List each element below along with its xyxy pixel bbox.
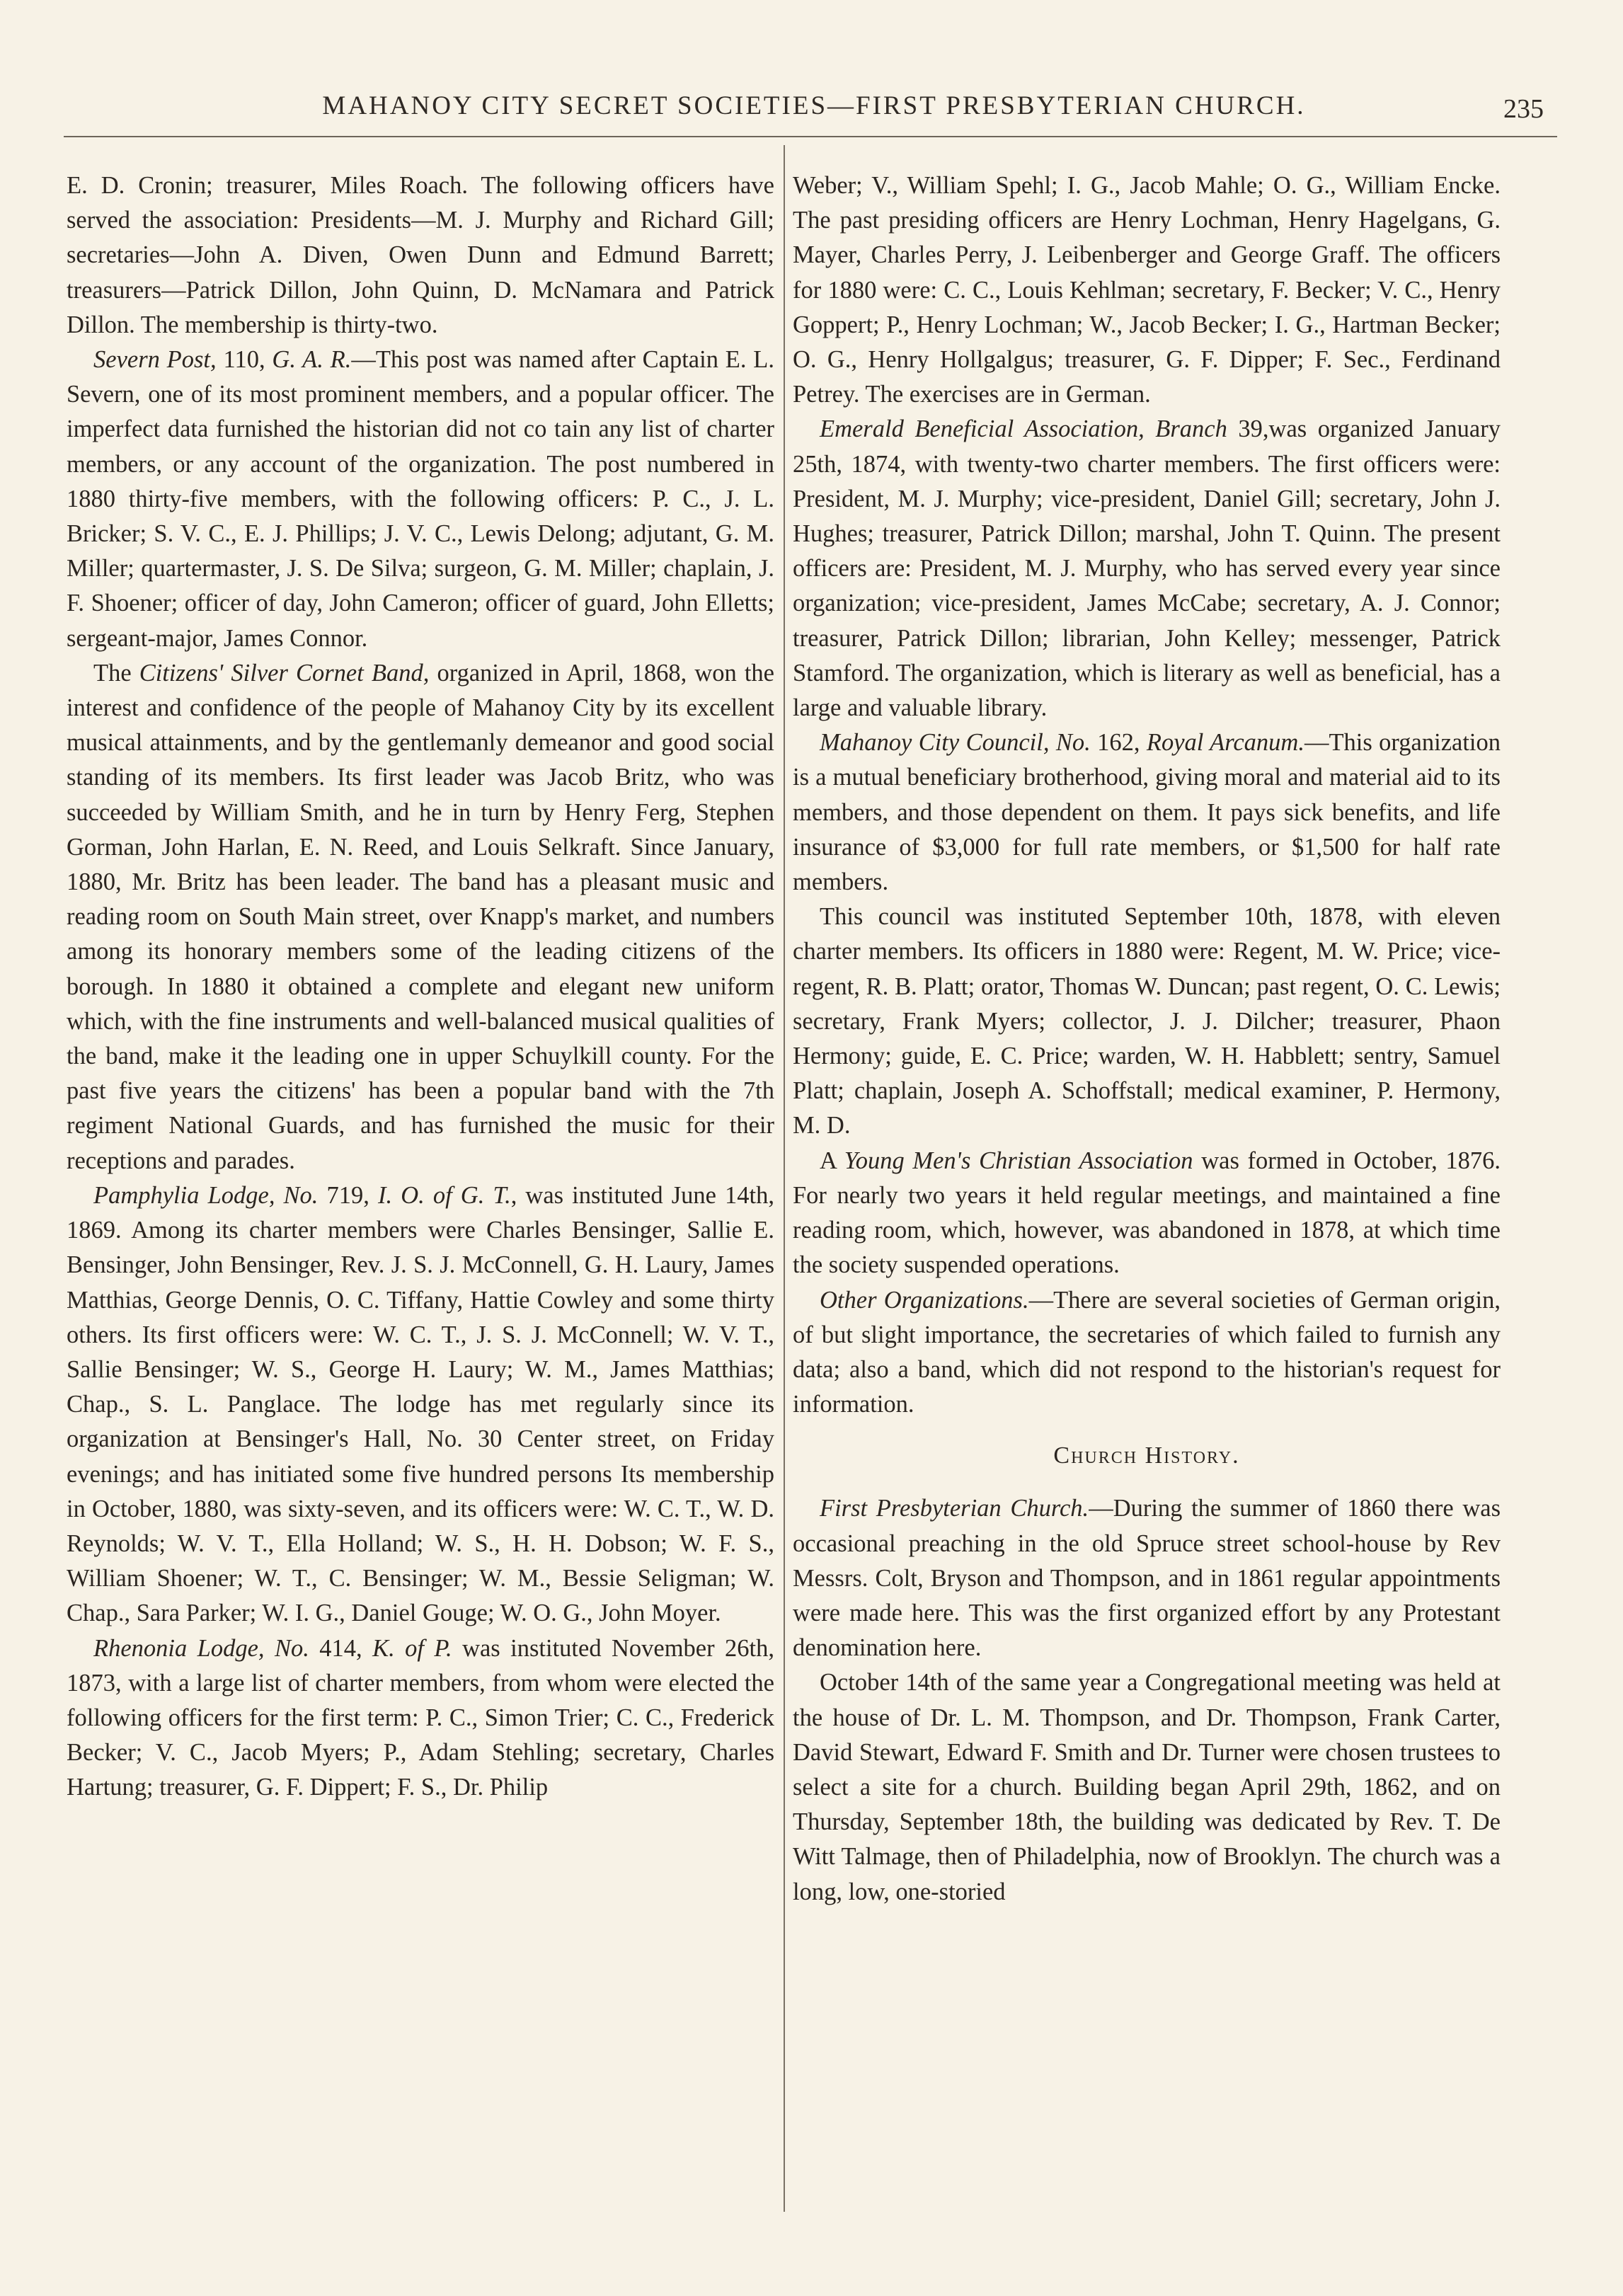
paragraph-royal-arcanum [793,725,1501,900]
entry-body: organized in April, 1868, won the interest and confidence of the people of Mahanoy City by its excellent musical attainments, and by the gentlemanly demeanor and good social standing of its members. Its first leader was Jacob Britz, who was succeeded by William Smith, and he in turn by Henry Ferg, Stephen Gorman, John Harlan, E. N. Reed, and Louis Selkraft. Since January, 1880, Mr. Britz has been leader. The band has a pleasant music and reading room on South Main street, over Knapp's market, and numbers among its honorary members some of the leading citizens of the borough. In 1880 it obtained a complete and elegant new uniform which, with the fine instruments and well-balanced musical qualities of the band, make it the leading one in upper Schuylkill county. For the past five years the citizens' has been a popular band with the 7th regiment National Guards, and has furnished the music for their receptions and parades. [67,659,774,1174]
paragraph-continuation: E. D. Cronin; treasurer, Miles Roach. The following officers have served the association: Presidents—M. J. Murphy and Richard Gill; secretaries—John A. Diven, Owen Dunn and Edmund Barrett; treasurers—Patrick Dillon, John Quinn, D. McNamara and Patrick Dillon. The membership is thirty-two. [67,172,774,338]
entry-title-2: I. O. of G. T. [378,1181,511,1209]
section-heading: Church History. [1053,1442,1240,1469]
entry-title: First Presbyterian Church. [820,1495,1089,1522]
entry-title: Emerald Beneficial Association, Branch [820,415,1227,443]
entry-title: Young Men's Christian Association [844,1147,1193,1174]
paragraph-congregational-meeting: October 14th of the same year a Congregational meeting was held at the house of Dr. L. M. Thompson, and Dr. Thompson, Frank Carter, David Stewart, Edward F. Smith and Dr. Turner were chosen trustees to select a site for a church. Building began April 29th, 1862, and on Thursday, September 18th, the building was dedicated by Rev. T. De Witt Talmage, then of Philadelphia, now of Brooklyn. The church was a long, low, one-storied [793,1669,1501,1905]
paragraph-continuation: Weber; V., William Spehl; I. G., Jacob Mahle; O. G., William Encke. The past presiding officers are Henry Lochman, Henry Hagelgans, G. Mayer, Charles Perry, J. Leibenberger and George Graff. The officers for 1880 were: C. C., Louis Kehlman; secretary, F. Becker; V. C., Henry Goppert; P., Henry Lochman; W., Jacob Becker; I. G., Hartman Becker; O. G., Henry Hollgalgus; treasurer, G. F. Dipper; F. Sec., Ferdinand Petrey. The exercises are in German. [793,172,1501,408]
entry-number: 110, [216,346,273,374]
paragraph-emerald-association [793,412,1501,725]
entry-body: was formed in October, 1876. For nearly two years it held regular meetings, and maintained a fine reading room, which, however, was abandoned in 1878, at which time the society suspended operations. [793,1147,1501,1279]
entry-body: —There are several societies of German origin, of but slight importance, the secretaries of which failed to furnish any data; also a band, which did not respond to the historian's request for information. [793,1286,1501,1418]
paragraph-severn-post [67,343,774,656]
paragraph-council-officers: This council was instituted September 10th, 1878, with eleven charter members. Its officers in 1880 were: Regent, M. W. Price; vice-regent, R. B. Platt; orator, Thomas W. Duncan; past regent, O. C. Lewis; secretary, Frank Myers; collector, J. J. Dilcher; treasurer, Phaon Hermony; guide, E. C. Price; warden, W. H. Habblett; sentry, Samuel Platt; chaplain, Joseph A. Schoffstall; medical examiner, P. Hermony, M. D. [793,903,1501,1140]
paragraph-other-organizations [793,1283,1501,1423]
running-head: MAHANOY CITY SECRET SOCIETIES—FIRST PRESBYTERIAN CHURCH. [322,91,1306,120]
entry-body: —This organization is a mutual beneficiary brotherhood, giving moral and material aid to its members, and those dependent on them. It pays sick benefits, and life insurance of $3,000 for full rate members, or $1,500 for half rate members. [793,729,1501,896]
column-divider [784,145,785,2212]
entry-title: Citizens' Silver Cornet Band, [139,659,430,687]
entry-number: 162, [1090,729,1147,757]
entry-lead: A [820,1147,844,1174]
paragraph-first-presbyterian [793,1491,1501,1665]
page-number: 235 [1503,94,1544,124]
entry-body: was instituted November 26th, 1873, with a large list of charter members, from whom were elected the following officers for the first term: P. C., Simon Trier; C. C., Frederick Becker; V. C., Jacob Myers; P., Adam Stehling; secretary, Charles Hartung; treasurer, G. F. Dippert; F. S., Dr. Philip [67,1634,774,1801]
entry-number: 719, [318,1181,379,1209]
entry-title: Other Organizations. [820,1286,1029,1314]
entry-title: Pamphylia Lodge, No. [93,1181,319,1209]
paragraph-ymca [793,1144,1501,1283]
entry-body: 39,was organized January 25th, 1874, with twenty-two charter members. The first officers were: President, M. J. Murphy; vice-president, Daniel Gill; secretary, John J. Hughes; treasurer, Patrick Dillon; marshal, John T. Quinn. The present officers are: President, M. J. Murphy, who has served every year since organization; vice-president, James McCabe; secretary, A. J. Connor; treasurer, Patrick Dillon; librarian, John Kelley; messenger, Patrick Stamford. The organization, which is literary as well as beneficial, has a large and valuable library. [793,415,1501,722]
paragraph-pamphylia-lodge [67,1178,774,1631]
entry-title-2: K. of P. [372,1634,452,1662]
paragraph-rhenonia-lodge [67,1631,774,1806]
entry-body: —This post was named after Captain E. L. Severn, one of its most prominent members, and a popular officer. The imperfect data furnished the historian did not co tain any list of charter members, or any account of the organization. The post numbered in 1880 thirty-five members, with the following officers: P. C., J. L. Bricker; S. V. C., E. J. Phillips; J. V. C., Lewis Delong; adjutant, G. M. Miller; quartermaster, J. S. De Silva; surgeon, G. M. Miller; chaplain, J. F. Shoener; officer of day, John Cameron; officer of guard, John Elletts; sergeant-major, James Connor. [67,346,774,652]
entry-title: Mahanoy City Council, No. [820,729,1091,757]
entry-title: Rhenonia Lodge, No. [93,1634,309,1662]
right-column [793,168,1501,1910]
entry-body: , was instituted June 14th, 1869. Among its charter members were Charles Bensinger, Sallie E. Bensinger, John Bensinger, Rev. J. S. J. McConnell, G. H. Laury, James Matthias, George Dennis, O. C. Tiffany, Hattie Cowley and some thirty others. Its first officers were: W. C. T., J. S. J. McConnell; W. V. T., Sallie Bensinger; W. S., George H. Laury; W. M., James Matthias; Chap., S. L. Panglace. The lodge has met regularly since its organization at Bensinger's Hall, No. 30 Center street, on Friday evenings; and has initiated some five hundred persons Its membership in October, 1880, was sixty-seven, and its officers were: W. C. T., W. D. Reynolds; W. V. T., Ella Holland; W. S., H. H. Dobson; W. F. S., William Shoener; W. T., C. Bensinger; W. M., Bessie Seligman; W. Chap., Sara Parker; W. I. G., Daniel Gouge; W. O. G., John Moyer. [67,1181,774,1627]
entry-title-2: Royal Arcanum. [1146,729,1304,757]
entry-lead: The [93,659,139,687]
entry-title-2: G. A. R. [272,346,352,374]
entry-body: —During the summer of 1860 there was occasional preaching in the old Spruce street school-house by Rev Messrs. Colt, Bryson and Thompson, and in 1861 regular appointments were made here. This was the first organized effort by any Protestant denomination here. [793,1495,1501,1662]
entry-title: Severn Post, [93,346,217,374]
left-column [67,168,774,1806]
paragraph-cornet-band [67,656,774,1178]
entry-number: 414, [309,1634,373,1662]
header-rule [64,136,1557,137]
